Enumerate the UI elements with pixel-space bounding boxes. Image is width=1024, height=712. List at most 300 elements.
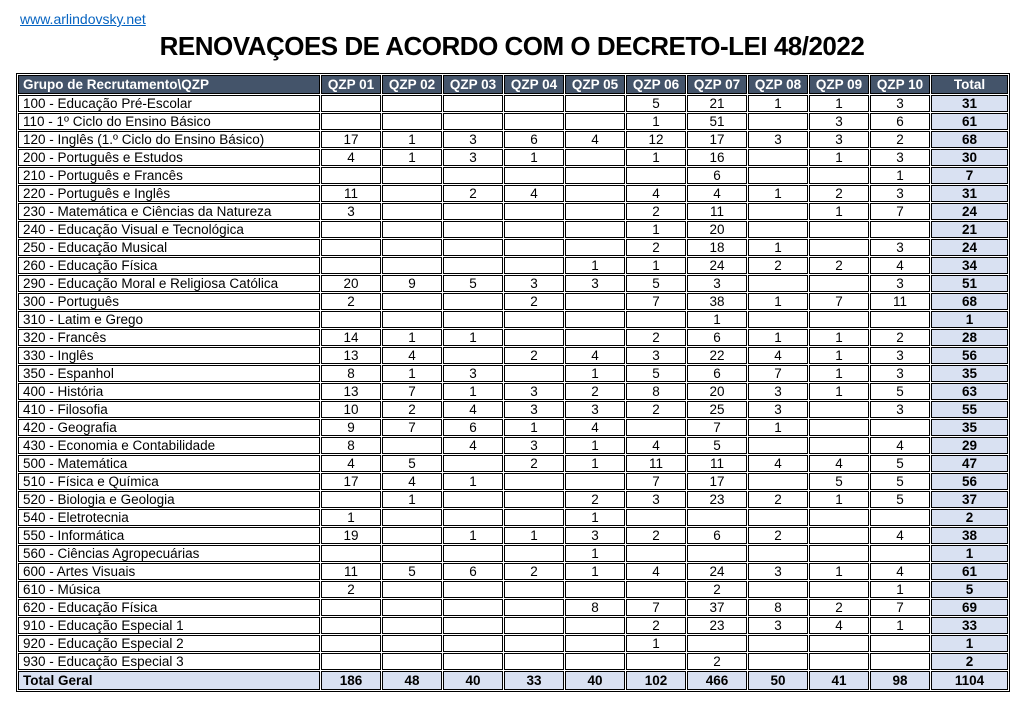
- value-cell: 3: [626, 491, 686, 508]
- row-label-cell: 510 - Física e Química: [18, 473, 320, 490]
- value-cell: 2: [626, 203, 686, 220]
- table-row: [18, 257, 1008, 274]
- row-total-cell: 31: [931, 95, 1008, 112]
- value-cell: [626, 509, 686, 526]
- row-total-cell: 21: [931, 221, 1008, 238]
- value-cell: [565, 149, 625, 166]
- value-cell: [748, 581, 808, 598]
- value-cell: [443, 257, 503, 274]
- value-cell: [504, 167, 564, 184]
- value-cell: 3: [748, 563, 808, 580]
- value-cell: 1: [565, 365, 625, 382]
- value-cell: [443, 581, 503, 598]
- value-cell: 4: [565, 419, 625, 436]
- row-label-cell: 920 - Educação Especial 2: [18, 635, 320, 652]
- value-cell: 4: [809, 455, 869, 472]
- value-cell: 2: [870, 131, 930, 148]
- value-cell: [443, 221, 503, 238]
- row-label-cell: 290 - Educação Moral e Religiosa Católica: [18, 275, 320, 292]
- value-cell: 25: [687, 401, 747, 418]
- value-cell: 2: [565, 383, 625, 400]
- value-cell: [626, 581, 686, 598]
- value-cell: 1: [443, 473, 503, 490]
- value-cell: 9: [321, 419, 381, 436]
- value-cell: 2: [565, 491, 625, 508]
- value-cell: 13: [321, 347, 381, 364]
- footer-total-cell: 186: [321, 671, 381, 690]
- value-cell: 1: [870, 617, 930, 634]
- row-total-cell: 55: [931, 401, 1008, 418]
- value-cell: 8: [321, 365, 381, 382]
- value-cell: 1: [809, 149, 869, 166]
- value-cell: 2: [809, 257, 869, 274]
- value-cell: 22: [687, 347, 747, 364]
- value-cell: 19: [321, 527, 381, 544]
- value-cell: [443, 509, 503, 526]
- value-cell: 7: [626, 293, 686, 310]
- value-cell: [748, 113, 808, 130]
- value-cell: [321, 257, 381, 274]
- table-row: [18, 491, 1008, 508]
- value-cell: [748, 221, 808, 238]
- footer-total-cell: 98: [870, 671, 930, 690]
- value-cell: 2: [626, 527, 686, 544]
- value-cell: [748, 149, 808, 166]
- value-cell: [748, 635, 808, 652]
- value-cell: [443, 113, 503, 130]
- row-label-cell: 210 - Português e Francês: [18, 167, 320, 184]
- header-cell-qzp: QZP 09: [809, 75, 869, 94]
- value-cell: [565, 293, 625, 310]
- value-cell: 2: [626, 329, 686, 346]
- value-cell: [321, 95, 381, 112]
- value-cell: [321, 113, 381, 130]
- value-cell: 51: [687, 113, 747, 130]
- value-cell: [382, 203, 442, 220]
- value-cell: [504, 653, 564, 670]
- value-cell: [565, 581, 625, 598]
- value-cell: [443, 239, 503, 256]
- value-cell: [504, 257, 564, 274]
- value-cell: 2: [382, 401, 442, 418]
- site-link[interactable]: www.arlindovsky.net: [20, 11, 146, 27]
- value-cell: 3: [870, 95, 930, 112]
- value-cell: [321, 617, 381, 634]
- row-label-cell: 250 - Educação Musical: [18, 239, 320, 256]
- header-cell-total: Total: [931, 75, 1008, 94]
- value-cell: [504, 221, 564, 238]
- value-cell: [687, 545, 747, 562]
- value-cell: 11: [626, 455, 686, 472]
- value-cell: 2: [626, 239, 686, 256]
- value-cell: 4: [321, 149, 381, 166]
- value-cell: 1: [809, 329, 869, 346]
- value-cell: 3: [626, 347, 686, 364]
- value-cell: 20: [687, 383, 747, 400]
- value-cell: [382, 617, 442, 634]
- value-cell: 2: [504, 455, 564, 472]
- header-cell-qzp: QZP 06: [626, 75, 686, 94]
- value-cell: 6: [443, 563, 503, 580]
- value-cell: 1: [748, 239, 808, 256]
- value-cell: 1: [504, 149, 564, 166]
- row-total-cell: 1: [931, 311, 1008, 328]
- value-cell: [443, 167, 503, 184]
- value-cell: 1: [626, 635, 686, 652]
- value-cell: [321, 545, 381, 562]
- value-cell: 4: [504, 185, 564, 202]
- row-label-cell: 560 - Ciências Agropecuárias: [18, 545, 320, 562]
- value-cell: 3: [504, 437, 564, 454]
- table-row: [18, 455, 1008, 472]
- value-cell: [870, 509, 930, 526]
- value-cell: 1: [382, 365, 442, 382]
- row-label-cell: 500 - Matemática: [18, 455, 320, 472]
- row-total-cell: 30: [931, 149, 1008, 166]
- table-row: [18, 653, 1008, 670]
- value-cell: 1: [870, 581, 930, 598]
- value-cell: [382, 581, 442, 598]
- value-cell: [687, 635, 747, 652]
- header-cell-qzp: QZP 07: [687, 75, 747, 94]
- row-label-cell: 540 - Eletrotecnia: [18, 509, 320, 526]
- row-label-cell: 520 - Biologia e Geologia: [18, 491, 320, 508]
- header-cell-qzp: QZP 08: [748, 75, 808, 94]
- row-label-cell: 310 - Latim e Grego: [18, 311, 320, 328]
- value-cell: [382, 257, 442, 274]
- value-cell: [565, 653, 625, 670]
- row-label-cell: 100 - Educação Pré-Escolar: [18, 95, 320, 112]
- value-cell: [748, 545, 808, 562]
- value-cell: 1: [809, 365, 869, 382]
- value-cell: [748, 437, 808, 454]
- value-cell: 17: [687, 473, 747, 490]
- value-cell: 5: [382, 563, 442, 580]
- table-row: [18, 113, 1008, 130]
- table-row: [18, 527, 1008, 544]
- value-cell: [382, 167, 442, 184]
- value-cell: [748, 473, 808, 490]
- header-cell-qzp: QZP 03: [443, 75, 503, 94]
- value-cell: [321, 491, 381, 508]
- value-cell: [809, 239, 869, 256]
- value-cell: 3: [565, 401, 625, 418]
- table-row: [18, 401, 1008, 418]
- value-cell: [382, 95, 442, 112]
- row-total-cell: 56: [931, 347, 1008, 364]
- value-cell: 1: [565, 509, 625, 526]
- value-cell: [565, 311, 625, 328]
- value-cell: [382, 239, 442, 256]
- value-cell: 24: [687, 563, 747, 580]
- table-row: [18, 347, 1008, 364]
- table-row: [18, 203, 1008, 220]
- value-cell: 37: [687, 599, 747, 616]
- value-cell: [748, 167, 808, 184]
- footer-total-cell: 48: [382, 671, 442, 690]
- value-cell: [443, 635, 503, 652]
- value-cell: [565, 329, 625, 346]
- header-cell-qzp: QZP 10: [870, 75, 930, 94]
- value-cell: [748, 203, 808, 220]
- value-cell: 4: [626, 563, 686, 580]
- value-cell: [443, 491, 503, 508]
- value-cell: 4: [687, 185, 747, 202]
- row-total-cell: 69: [931, 599, 1008, 616]
- value-cell: 38: [687, 293, 747, 310]
- row-total-cell: 47: [931, 455, 1008, 472]
- value-cell: 17: [687, 131, 747, 148]
- value-cell: 21: [687, 95, 747, 112]
- value-cell: 1: [748, 185, 808, 202]
- value-cell: 1: [443, 329, 503, 346]
- row-label-cell: 910 - Educação Especial 1: [18, 617, 320, 634]
- value-cell: 2: [687, 653, 747, 670]
- value-cell: [626, 419, 686, 436]
- value-cell: 1: [382, 329, 442, 346]
- value-cell: 3: [809, 131, 869, 148]
- value-cell: 13: [321, 383, 381, 400]
- value-cell: [504, 239, 564, 256]
- table-row: [18, 95, 1008, 112]
- value-cell: [748, 509, 808, 526]
- value-cell: 2: [321, 581, 381, 598]
- value-cell: [870, 653, 930, 670]
- value-cell: 7: [382, 383, 442, 400]
- value-cell: 11: [687, 203, 747, 220]
- row-total-cell: 24: [931, 239, 1008, 256]
- value-cell: [382, 509, 442, 526]
- value-cell: 4: [748, 455, 808, 472]
- value-cell: 1: [565, 545, 625, 562]
- value-cell: 4: [870, 437, 930, 454]
- value-cell: 4: [626, 185, 686, 202]
- value-cell: 7: [626, 599, 686, 616]
- footer-total-cell: 40: [565, 671, 625, 690]
- value-cell: [748, 311, 808, 328]
- value-cell: 3: [748, 383, 808, 400]
- value-cell: [443, 599, 503, 616]
- value-cell: 17: [321, 473, 381, 490]
- row-total-cell: 5: [931, 581, 1008, 598]
- value-cell: 1: [382, 491, 442, 508]
- value-cell: 1: [870, 167, 930, 184]
- renovations-table: [16, 73, 1010, 692]
- value-cell: 3: [748, 401, 808, 418]
- value-cell: 1: [565, 455, 625, 472]
- value-cell: 1: [321, 509, 381, 526]
- value-cell: 2: [748, 491, 808, 508]
- value-cell: [382, 185, 442, 202]
- row-label-cell: 220 - Português e Inglês: [18, 185, 320, 202]
- value-cell: [382, 293, 442, 310]
- value-cell: 5: [870, 455, 930, 472]
- value-cell: 1: [809, 563, 869, 580]
- value-cell: [321, 221, 381, 238]
- value-cell: 5: [870, 383, 930, 400]
- value-cell: [565, 617, 625, 634]
- value-cell: 5: [626, 95, 686, 112]
- value-cell: 5: [687, 437, 747, 454]
- value-cell: [809, 581, 869, 598]
- table-row: [18, 275, 1008, 292]
- value-cell: 3: [504, 401, 564, 418]
- value-cell: 14: [321, 329, 381, 346]
- value-cell: [809, 545, 869, 562]
- value-cell: [565, 167, 625, 184]
- value-cell: 3: [870, 275, 930, 292]
- row-label-cell: 610 - Música: [18, 581, 320, 598]
- value-cell: 4: [748, 347, 808, 364]
- value-cell: [443, 617, 503, 634]
- footer-total-cell: 466: [687, 671, 747, 690]
- value-cell: 2: [626, 617, 686, 634]
- value-cell: [504, 545, 564, 562]
- row-total-cell: 61: [931, 563, 1008, 580]
- value-cell: 3: [870, 401, 930, 418]
- row-total-cell: 7: [931, 167, 1008, 184]
- row-total-cell: 35: [931, 365, 1008, 382]
- table-row: [18, 473, 1008, 490]
- value-cell: [382, 545, 442, 562]
- row-total-cell: 37: [931, 491, 1008, 508]
- value-cell: [504, 95, 564, 112]
- value-cell: 24: [687, 257, 747, 274]
- value-cell: 8: [626, 383, 686, 400]
- value-cell: [565, 113, 625, 130]
- value-cell: [565, 203, 625, 220]
- row-label-cell: 420 - Geografia: [18, 419, 320, 436]
- table-row: [18, 635, 1008, 652]
- value-cell: 5: [870, 473, 930, 490]
- header-cell-group: Grupo de Recrutamento\QZP: [18, 75, 320, 94]
- value-cell: 8: [321, 437, 381, 454]
- value-cell: 6: [687, 527, 747, 544]
- value-cell: 6: [504, 131, 564, 148]
- footer-total-cell: 50: [748, 671, 808, 690]
- value-cell: [504, 491, 564, 508]
- value-cell: [443, 311, 503, 328]
- value-cell: [382, 437, 442, 454]
- value-cell: [443, 653, 503, 670]
- value-cell: 3: [504, 383, 564, 400]
- row-label-cell: 110 - 1º Ciclo do Ensino Básico: [18, 113, 320, 130]
- row-label-cell: 260 - Educação Física: [18, 257, 320, 274]
- footer-total-cell: 102: [626, 671, 686, 690]
- value-cell: [626, 653, 686, 670]
- value-cell: [504, 329, 564, 346]
- value-cell: 5: [382, 455, 442, 472]
- table-row: [18, 311, 1008, 328]
- row-label-cell: 620 - Educação Física: [18, 599, 320, 616]
- value-cell: 1: [687, 311, 747, 328]
- value-cell: 3: [504, 275, 564, 292]
- value-cell: [504, 617, 564, 634]
- value-cell: 2: [504, 293, 564, 310]
- table-row: [18, 545, 1008, 562]
- value-cell: 11: [321, 563, 381, 580]
- value-cell: 7: [748, 365, 808, 382]
- value-cell: [382, 527, 442, 544]
- value-cell: 3: [687, 275, 747, 292]
- value-cell: 10: [321, 401, 381, 418]
- value-cell: 4: [870, 257, 930, 274]
- row-label-cell: 300 - Português: [18, 293, 320, 310]
- value-cell: 1: [382, 131, 442, 148]
- value-cell: [504, 473, 564, 490]
- value-cell: 1: [809, 383, 869, 400]
- table-row: [18, 581, 1008, 598]
- row-total-cell: 61: [931, 113, 1008, 130]
- row-total-cell: 31: [931, 185, 1008, 202]
- table-row: [18, 563, 1008, 580]
- row-label-cell: 120 - Inglês (1.º Ciclo do Ensino Básico): [18, 131, 320, 148]
- row-label-cell: 550 - Informática: [18, 527, 320, 544]
- value-cell: 2: [748, 257, 808, 274]
- table-body: [18, 95, 1008, 670]
- value-cell: [382, 113, 442, 130]
- row-label-cell: 320 - Francês: [18, 329, 320, 346]
- value-cell: [626, 311, 686, 328]
- value-cell: 1: [565, 257, 625, 274]
- value-cell: [504, 581, 564, 598]
- value-cell: [809, 221, 869, 238]
- value-cell: [870, 635, 930, 652]
- value-cell: 1: [504, 527, 564, 544]
- value-cell: 11: [687, 455, 747, 472]
- value-cell: 4: [443, 401, 503, 418]
- value-cell: 5: [626, 275, 686, 292]
- value-cell: [504, 203, 564, 220]
- value-cell: 18: [687, 239, 747, 256]
- row-total-cell: 51: [931, 275, 1008, 292]
- value-cell: 2: [321, 293, 381, 310]
- value-cell: 1: [626, 221, 686, 238]
- value-cell: 1: [382, 149, 442, 166]
- value-cell: [504, 635, 564, 652]
- value-cell: [321, 311, 381, 328]
- value-cell: [443, 545, 503, 562]
- value-cell: 3: [870, 185, 930, 202]
- header-cell-qzp: QZP 02: [382, 75, 442, 94]
- value-cell: 4: [870, 563, 930, 580]
- value-cell: [809, 509, 869, 526]
- value-cell: 1: [809, 203, 869, 220]
- table-row: [18, 419, 1008, 436]
- value-cell: 2: [870, 329, 930, 346]
- value-cell: [870, 545, 930, 562]
- header-cell-qzp: QZP 05: [565, 75, 625, 94]
- value-cell: [809, 311, 869, 328]
- value-cell: 4: [443, 437, 503, 454]
- value-cell: 17: [321, 131, 381, 148]
- row-label-cell: 230 - Matemática e Ciências da Natureza: [18, 203, 320, 220]
- value-cell: [321, 239, 381, 256]
- value-cell: 2: [809, 185, 869, 202]
- value-cell: 16: [687, 149, 747, 166]
- value-cell: [809, 167, 869, 184]
- value-cell: [321, 653, 381, 670]
- value-cell: 9: [382, 275, 442, 292]
- value-cell: 3: [443, 365, 503, 382]
- value-cell: 20: [321, 275, 381, 292]
- value-cell: 11: [321, 185, 381, 202]
- row-total-cell: 63: [931, 383, 1008, 400]
- value-cell: 3: [748, 617, 808, 634]
- value-cell: [382, 311, 442, 328]
- value-cell: [443, 455, 503, 472]
- value-cell: 7: [870, 203, 930, 220]
